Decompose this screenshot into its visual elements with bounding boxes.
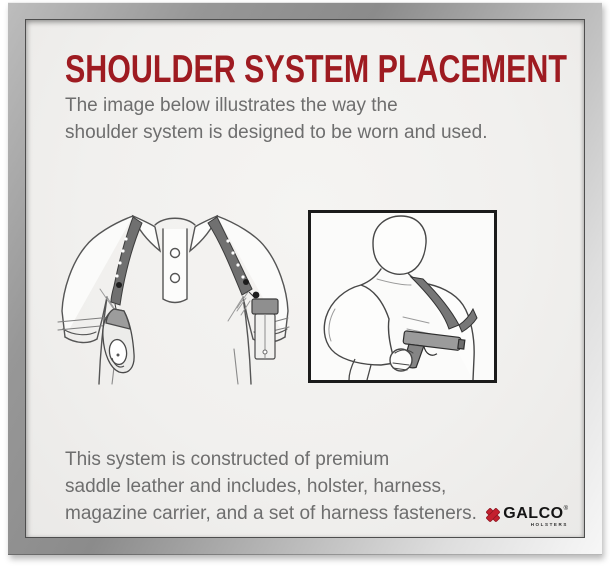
subtitle-line-1: The image below illustrates the way the <box>65 95 398 116</box>
footer-line-3: magazine carrier, and a set of harness fasteners. <box>65 503 477 524</box>
footer-line-2: saddle leather and includes, holster, harness, <box>65 476 447 497</box>
galco-x-icon <box>485 507 501 523</box>
page-title: SHOULDER SYSTEM PLACEMENT <box>65 48 567 91</box>
subtitle-line-2: shoulder system is designed to be worn and used. <box>65 122 488 143</box>
figure-frame-box <box>308 210 497 383</box>
metal-frame <box>8 2 602 555</box>
footer-paragraph <box>65 446 477 527</box>
brand-text <box>503 506 568 528</box>
brand-subtitle: HOLSTERS <box>530 521 568 527</box>
content-plaque <box>25 19 585 538</box>
footer-line-1: This system is constructed of premium <box>65 449 390 470</box>
drawing-from-shoulder-holster-illustration <box>311 213 494 380</box>
shoulder-harness-front-view-illustration <box>56 181 294 387</box>
subtitle <box>65 92 487 146</box>
brand-logo <box>485 506 568 528</box>
registered-mark: ® <box>563 505 568 512</box>
brand-name: GALCO <box>503 504 564 522</box>
